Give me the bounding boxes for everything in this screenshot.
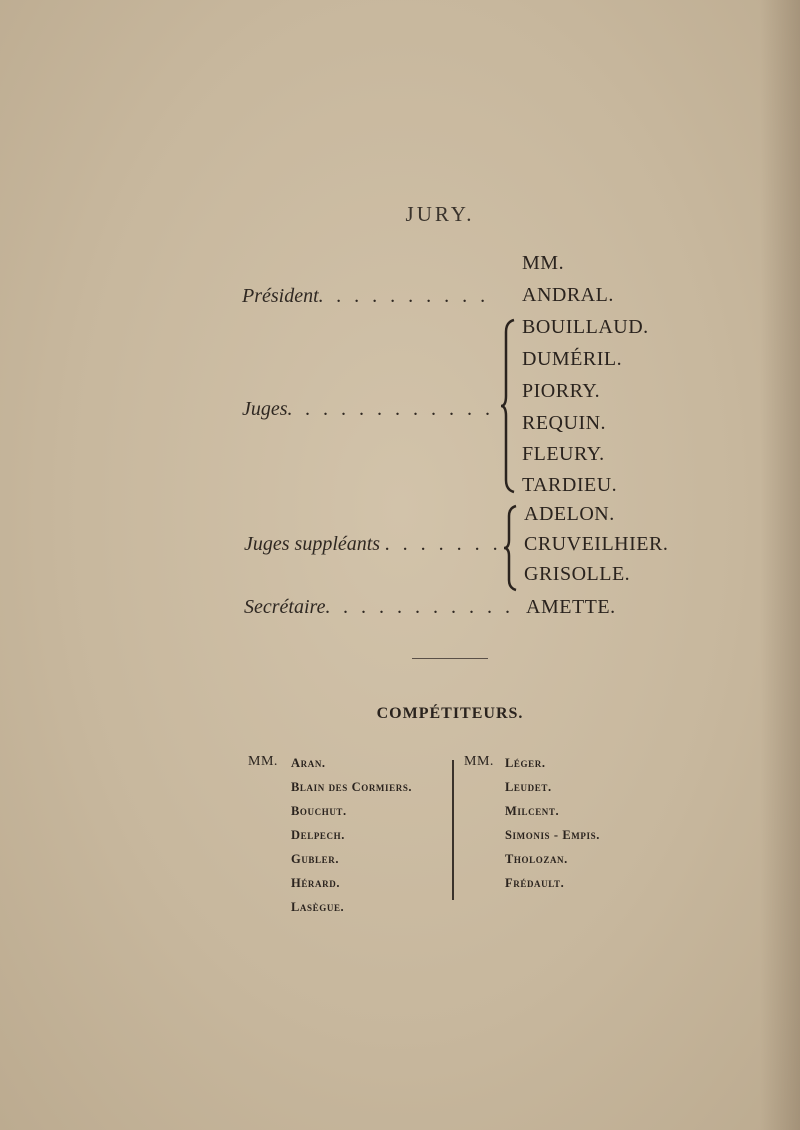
juge-name: BOUILLAUD. [522, 316, 649, 338]
president-name: ANDRAL. [522, 284, 614, 306]
competiteur-name: Simonis - Empis. [505, 828, 600, 842]
competiteur-name: Hérard. [291, 876, 341, 890]
competiteur-name: Tholozan. [505, 852, 568, 866]
competiteur-name: Aran. [291, 756, 326, 770]
competiteur-name: Lasègue. [291, 900, 345, 914]
competiteurs-title: COMPÉTITEURS. [376, 705, 524, 722]
suppleants-brace [502, 504, 522, 592]
page-edge-shadow [760, 0, 800, 1130]
competiteur-name: Léger. [505, 756, 546, 770]
juges-label [242, 398, 495, 421]
secretaire-label [244, 596, 514, 619]
secretaire-label-text: Secrétaire [244, 596, 326, 618]
suppleant-name: ADELON. [524, 503, 615, 525]
competiteur-name: Milcent. [505, 804, 560, 818]
secretaire-name: AMETTE. [526, 596, 616, 618]
suppleants-label [244, 533, 502, 556]
juge-name: REQUIN. [522, 412, 607, 434]
competiteur-name: Blain des Cormiers. [291, 780, 413, 794]
president-dots: . . . . . . . . . . [318, 285, 490, 307]
secretaire-dots: . . . . . . . . . . . [325, 596, 515, 618]
competiteurs-left-mm: MM. [248, 754, 278, 769]
competiteurs-right-mm: MM. [464, 754, 494, 769]
juge-name: DUMÉRIL. [522, 348, 623, 370]
jury-title: JURY. [405, 202, 475, 226]
competiteur-name: Delpech. [291, 828, 345, 842]
suppleant-name: CRUVEILHIER. [524, 533, 669, 555]
president-label-text: Président [242, 285, 319, 307]
competiteur-name: Leudet. [505, 780, 552, 794]
suppleants-label-text: Juges suppléants [244, 533, 381, 555]
competiteur-name: Bouchut. [291, 804, 347, 818]
suppleant-name: GRISOLLE. [524, 563, 631, 585]
juges-dots: . . . . . . . . . . . . [287, 398, 495, 420]
section-divider [412, 658, 488, 659]
competiteur-name: Frédault. [505, 876, 565, 890]
juges-label-text: Juges [242, 398, 288, 420]
juge-name: TARDIEU. [522, 474, 618, 496]
competiteur-name: Gubler. [291, 852, 340, 866]
juge-name: PIORRY. [522, 380, 601, 402]
jury-mm-label: MM. [522, 252, 565, 274]
suppleants-dots: . . . . . . . [385, 533, 503, 555]
juge-name: FLEURY. [522, 443, 605, 465]
president-label [242, 285, 490, 308]
juges-brace [500, 318, 520, 494]
column-divider [452, 760, 454, 900]
